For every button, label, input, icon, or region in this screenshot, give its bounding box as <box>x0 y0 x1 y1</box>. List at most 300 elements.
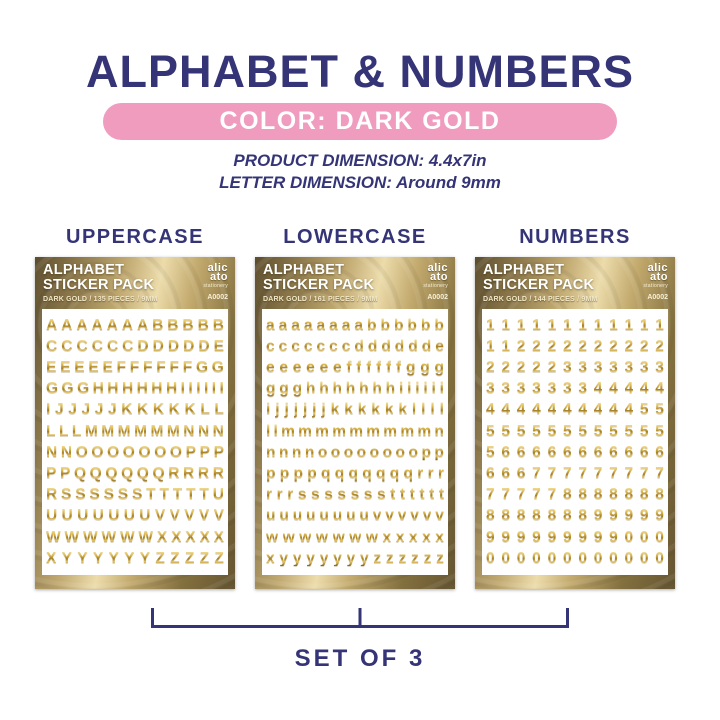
sticker-glyph: P <box>199 443 210 461</box>
sticker-glyph: m <box>298 422 312 440</box>
sticker-glyph: 3 <box>609 359 618 377</box>
sticker-glyph: G <box>46 380 59 398</box>
sticker-glyph: v <box>397 507 407 525</box>
sticker-row <box>486 508 664 524</box>
sticker-glyph: d <box>421 337 432 355</box>
sticker-glyph: B <box>152 316 164 334</box>
sticker-glyph: o <box>395 443 405 461</box>
pack-title-line1: ALPHABET <box>483 262 565 278</box>
sticker-glyph: e <box>306 359 315 377</box>
pack-spec-line: DARK GOLD / 144 PIECES / 9MM <box>483 296 598 303</box>
sticker-glyph: g <box>292 380 303 398</box>
sticker-glyph: 3 <box>593 359 603 377</box>
sticker-glyph: 9 <box>547 528 557 546</box>
sticker-row <box>486 424 664 440</box>
sticker-glyph: m <box>400 422 415 440</box>
sticker-row <box>486 466 664 482</box>
sticker-glyph: v <box>435 507 444 525</box>
sticker-glyph: 7 <box>655 465 664 482</box>
sticker-glyph: 6 <box>578 443 587 461</box>
sticker-glyph: e <box>292 359 302 377</box>
product-dimension-text: PRODUCT DIMENSION: 4.4x7in <box>233 151 487 170</box>
sticker-glyph: s <box>350 486 360 504</box>
sticker-glyph: E <box>60 359 71 377</box>
sticker-glyph: p <box>293 465 303 482</box>
sticker-row <box>486 402 664 418</box>
sticker-glyph: p <box>266 465 276 482</box>
sticker-glyph: j <box>284 401 289 419</box>
sticker-glyph: 8 <box>624 486 634 504</box>
sticker-glyph: a <box>316 316 326 334</box>
brand-logo-line1: alic <box>427 262 448 274</box>
sticker-glyph: H <box>136 380 148 398</box>
sticker-row <box>46 402 224 418</box>
sticker-glyph: 4 <box>609 380 618 398</box>
pack-header <box>475 257 675 309</box>
sticker-glyph: 9 <box>593 528 603 546</box>
sticker-glyph: O <box>122 443 135 461</box>
sticker-glyph: 9 <box>562 528 572 546</box>
sticker-glyph: 5 <box>562 422 572 440</box>
sticker-glyph: 2 <box>639 337 649 355</box>
sticker-glyph: 6 <box>562 443 572 461</box>
sticker-glyph: x <box>395 528 405 546</box>
sticker-glyph: o <box>382 443 393 461</box>
sticker-glyph: g <box>420 359 430 377</box>
sticker-glyph: l <box>421 401 426 419</box>
sticker-glyph: 0 <box>639 549 649 567</box>
sticker-glyph: E <box>46 359 57 377</box>
sticker-glyph: G <box>211 359 224 377</box>
sticker-glyph: 5 <box>593 422 603 440</box>
sticker-glyph: X <box>171 528 182 546</box>
sticker-glyph: 7 <box>593 465 603 482</box>
sticker-glyph: 0 <box>624 528 634 546</box>
sticker-glyph: u <box>266 507 276 525</box>
pack-header <box>255 257 455 309</box>
sticker-glyph: 4 <box>609 401 618 419</box>
sticker-glyph: 6 <box>516 443 526 461</box>
sticker-glyph: 2 <box>593 337 603 355</box>
sticker-glyph: J <box>81 401 91 419</box>
sticker-glyph: a <box>266 316 275 334</box>
product-code: A0002 <box>647 294 668 301</box>
sticker-glyph: r <box>276 486 283 504</box>
sticker-glyph: J <box>68 401 77 419</box>
sticker-glyph: b <box>393 316 404 334</box>
sticker-glyph: 3 <box>639 359 649 377</box>
sticker-glyph: C <box>106 337 119 355</box>
sticker-glyph: u <box>332 507 343 525</box>
sticker-glyph: 1 <box>639 316 649 334</box>
sticker-glyph: j <box>293 401 299 419</box>
sticker-glyph: 2 <box>516 359 526 377</box>
sticker-glyph: 1 <box>562 316 572 334</box>
sticker-glyph: s <box>363 486 373 504</box>
sticker-glyph: I <box>211 380 217 398</box>
sticker-glyph: V <box>198 507 210 525</box>
sticker-glyph: y <box>359 549 369 567</box>
sticker-glyph: u <box>346 507 356 525</box>
sticker-glyph: 3 <box>516 380 526 398</box>
sticker-glyph: P <box>213 443 224 461</box>
sticker-glyph: F <box>182 359 193 377</box>
sticker-glyph: 1 <box>655 316 664 334</box>
sticker-glyph: 6 <box>486 465 495 482</box>
sticker-glyph: R <box>46 486 58 504</box>
pack-columns <box>35 226 685 589</box>
sticker-glyph: z <box>373 549 382 567</box>
sticker-glyph: h <box>332 380 342 398</box>
page-title: ALPHABET & NUMBERS <box>85 46 634 97</box>
sticker-glyph: b <box>380 316 390 334</box>
sticker-glyph: y <box>319 549 329 567</box>
sticker-glyph: M <box>134 422 147 440</box>
sticker-row <box>486 339 664 355</box>
sticker-glyph: Y <box>77 549 88 567</box>
sticker-glyph: i <box>407 380 412 398</box>
sticker-glyph: r <box>417 465 424 482</box>
sticker-glyph: U <box>139 507 151 525</box>
sticker-glyph: p <box>279 465 290 482</box>
sticker-glyph: A <box>76 316 88 334</box>
sticker-glyph: 9 <box>486 528 495 546</box>
sticker-glyph: 3 <box>532 380 541 398</box>
sticker-glyph: P <box>185 443 196 461</box>
sticker-glyph: T <box>146 486 156 504</box>
sticker-glyph: A <box>136 316 149 334</box>
sticker-glyph: H <box>151 380 163 398</box>
sticker-glyph: V <box>213 507 224 525</box>
sticker-glyph: b <box>407 316 417 334</box>
sticker-glyph: H <box>121 380 134 398</box>
sticker-glyph: R <box>168 465 180 482</box>
sticker-glyph: s <box>324 486 333 504</box>
sticker-glyph: 4 <box>562 401 572 419</box>
sticker-glyph: f <box>356 359 362 377</box>
sticker-glyph: 8 <box>562 486 572 504</box>
sticker-glyph: q <box>376 465 386 482</box>
set-of-label: SET OF 3 <box>294 645 426 672</box>
sticker-grid-numbers <box>482 309 668 575</box>
sticker-glyph: 8 <box>486 507 495 525</box>
sticker-glyph: 8 <box>578 486 587 504</box>
sticker-glyph: z <box>423 549 432 567</box>
sticker-glyph: z <box>398 549 407 567</box>
sticker-glyph: 1 <box>578 316 587 334</box>
sticker-glyph: 4 <box>501 401 511 419</box>
sticker-glyph: K <box>168 401 180 419</box>
sticker-glyph: z <box>411 549 419 567</box>
sticker-glyph: 6 <box>516 465 526 482</box>
sticker-glyph: 9 <box>593 507 603 525</box>
sticker-glyph: Q <box>105 465 118 482</box>
sticker-glyph: Y <box>124 549 135 567</box>
sticker-glyph: O <box>154 443 167 461</box>
sticker-glyph: b <box>367 316 377 334</box>
sticker-grid-uppercase <box>42 309 228 575</box>
sticker-glyph: u <box>319 507 329 525</box>
sticker-glyph: 1 <box>516 316 526 334</box>
sticker-glyph: M <box>101 422 115 440</box>
sticker-glyph: 6 <box>501 465 511 482</box>
sticker-glyph: f <box>366 359 372 377</box>
sticker-glyph: Y <box>139 549 151 567</box>
sticker-glyph: r <box>266 486 273 504</box>
sticker-glyph: 1 <box>501 337 511 355</box>
sticker-glyph: 9 <box>624 507 634 525</box>
sticker-glyph: 9 <box>609 507 618 525</box>
sticker-glyph: 5 <box>655 401 664 419</box>
pack-header-left <box>483 263 598 303</box>
sticker-glyph: J <box>54 401 64 419</box>
sticker-glyph: K <box>184 401 196 419</box>
sticker-glyph: s <box>311 486 320 504</box>
sticker-glyph: 1 <box>624 316 634 334</box>
sticker-glyph: 8 <box>578 507 587 525</box>
sticker-glyph: W <box>138 528 154 546</box>
sticker-glyph: q <box>389 465 400 482</box>
sticker-row <box>266 360 444 376</box>
sticker-row <box>486 551 664 567</box>
sticker-row <box>266 402 444 418</box>
sticker-row <box>46 487 224 503</box>
sticker-glyph: N <box>197 422 210 440</box>
sticker-glyph: W <box>64 528 80 546</box>
sticker-glyph: A <box>46 316 58 334</box>
sticker-glyph: 8 <box>593 486 603 504</box>
sticker-glyph: O <box>91 443 104 461</box>
sticker-glyph: e <box>435 337 444 355</box>
sticker-glyph: 4 <box>593 401 603 419</box>
sticker-glyph: d <box>408 337 418 355</box>
sticker-glyph: d <box>354 337 364 355</box>
sticker-glyph: U <box>108 507 120 525</box>
sticker-glyph: e <box>266 359 275 377</box>
sticker-glyph: 7 <box>562 465 572 482</box>
sticker-row <box>46 360 224 376</box>
sticker-glyph: R <box>212 465 224 482</box>
sticker-glyph: s <box>337 486 347 504</box>
sticker-row <box>46 318 224 334</box>
sticker-glyph: T <box>186 486 196 504</box>
sticker-glyph: n <box>278 443 289 461</box>
sticker-glyph: v <box>385 507 394 525</box>
sticker-glyph: v <box>410 507 419 525</box>
sticker-glyph: 0 <box>562 549 572 567</box>
sticker-glyph: a <box>303 316 313 334</box>
sticker-glyph: h <box>305 380 316 398</box>
set-bracket <box>151 608 569 628</box>
sticker-glyph: n <box>266 443 276 461</box>
sticker-glyph: v <box>422 507 432 525</box>
sticker-glyph: 0 <box>639 528 649 546</box>
sticker-glyph: 5 <box>624 422 634 440</box>
sticker-glyph: A <box>121 316 133 334</box>
sticker-glyph: 6 <box>547 443 557 461</box>
sticker-glyph: q <box>334 465 345 482</box>
sticker-glyph: 4 <box>547 401 557 419</box>
sticker-row <box>266 466 444 482</box>
sticker-glyph: 6 <box>609 443 618 461</box>
sticker-glyph: I <box>219 380 224 398</box>
sticker-glyph: C <box>122 337 134 355</box>
sticker-glyph: 1 <box>547 316 557 334</box>
sticker-glyph: m <box>281 422 295 440</box>
sticker-glyph: c <box>278 337 288 355</box>
sticker-glyph: w <box>332 528 345 546</box>
sticker-glyph: q <box>348 465 358 482</box>
sticker-glyph: 2 <box>655 337 664 355</box>
sticker-grid-lowercase <box>262 309 448 575</box>
sticker-glyph: 2 <box>532 359 541 377</box>
sticker-glyph: G <box>195 359 209 377</box>
sticker-glyph: F <box>143 359 153 377</box>
sticker-glyph: 2 <box>547 359 557 377</box>
sticker-glyph: c <box>303 337 313 355</box>
sticker-glyph: p <box>434 443 444 461</box>
sticker-glyph: 3 <box>486 380 495 398</box>
sticker-glyph: 8 <box>655 486 664 504</box>
sticker-glyph: x <box>435 528 444 546</box>
sticker-glyph: t <box>399 486 406 504</box>
sticker-glyph: A <box>106 316 118 334</box>
sticker-glyph: p <box>421 443 431 461</box>
sticker-glyph: 2 <box>562 337 572 355</box>
sticker-glyph: V <box>154 507 166 525</box>
sticker-glyph: 3 <box>547 380 557 398</box>
sticker-glyph: U <box>77 507 89 525</box>
sticker-glyph: e <box>319 359 329 377</box>
sticker-glyph: r <box>287 486 294 504</box>
sticker-glyph: w <box>282 528 295 546</box>
sticker-row <box>46 508 224 524</box>
sticker-glyph: W <box>82 528 98 546</box>
column-label-lowercase: LOWERCASE <box>283 226 427 248</box>
sticker-glyph: 0 <box>624 549 634 567</box>
brand-logo-line1: alic <box>207 262 228 274</box>
sticker-glyph: f <box>346 359 352 377</box>
sticker-glyph: f <box>386 359 392 377</box>
sticker-glyph: 8 <box>609 486 618 504</box>
sticker-glyph: f <box>396 359 402 377</box>
sticker-glyph: o <box>330 443 341 461</box>
sticker-glyph: x <box>266 549 275 567</box>
sticker-glyph: L <box>71 422 82 440</box>
sticker-row <box>486 530 664 546</box>
sticker-glyph: 3 <box>578 359 587 377</box>
sticker-glyph: E <box>74 359 85 377</box>
sticker-glyph: i <box>431 380 436 398</box>
sticker-glyph: u <box>359 507 369 525</box>
sticker-glyph: m <box>349 422 364 440</box>
sticker-glyph: c <box>329 337 338 355</box>
sticker-glyph: 6 <box>501 443 511 461</box>
sticker-glyph: i <box>398 380 404 398</box>
sticker-glyph: U <box>92 507 104 525</box>
sticker-glyph: w <box>266 528 279 546</box>
sticker-glyph: 9 <box>532 528 541 546</box>
sticker-glyph: h <box>372 380 382 398</box>
sticker-glyph: J <box>94 401 104 419</box>
brand-logo-line2: ato <box>430 271 448 283</box>
sticker-glyph: 8 <box>547 507 557 525</box>
sticker-glyph: g <box>266 380 276 398</box>
brand-logo-line1: alic <box>647 262 668 274</box>
sticker-glyph: r <box>437 465 444 482</box>
sticker-glyph: Z <box>214 549 224 567</box>
sticker-glyph: k <box>330 401 340 419</box>
product-code: A0002 <box>427 294 448 301</box>
sticker-glyph: 4 <box>516 401 526 419</box>
sticker-glyph: 0 <box>547 549 557 567</box>
pack-header-left <box>43 263 158 303</box>
sticker-glyph: k <box>344 401 353 419</box>
sticker-glyph: L <box>214 401 224 419</box>
sticker-glyph: 5 <box>578 422 587 440</box>
sticker-glyph: R <box>197 465 210 482</box>
sticker-glyph: O <box>169 443 182 461</box>
sticker-glyph: T <box>172 486 183 504</box>
color-badge <box>103 103 617 140</box>
sticker-glyph: 6 <box>624 443 634 461</box>
sticker-glyph: 7 <box>486 486 495 504</box>
sticker-glyph: 7 <box>624 465 634 482</box>
sticker-glyph: C <box>61 337 73 355</box>
sticker-glyph: k <box>371 401 380 419</box>
sticker-glyph: k <box>357 401 367 419</box>
sticker-glyph: 7 <box>639 465 649 482</box>
sticker-glyph: a <box>341 316 351 334</box>
sticker-glyph: Z <box>170 549 180 567</box>
pack-title-line1: ALPHABET <box>263 262 345 278</box>
sticker-glyph: X <box>213 528 224 546</box>
sticker-glyph: h <box>319 380 329 398</box>
sticker-glyph: K <box>121 401 133 419</box>
sticker-glyph: j <box>302 401 308 419</box>
sticker-glyph: F <box>129 359 140 377</box>
sticker-glyph: o <box>369 443 380 461</box>
sticker-glyph: 3 <box>624 359 634 377</box>
sticker-glyph: D <box>167 337 180 355</box>
sticker-glyph: i <box>266 401 271 419</box>
sticker-glyph: 6 <box>532 443 541 461</box>
sticker-glyph: P <box>46 465 57 482</box>
sticker-glyph: M <box>84 422 98 440</box>
sticker-glyph: 7 <box>501 486 511 504</box>
sticker-glyph: 9 <box>655 507 664 525</box>
sticker-glyph: F <box>169 359 179 377</box>
sticker-glyph: s <box>376 486 386 504</box>
sticker-glyph: j <box>312 401 317 419</box>
sticker-row <box>486 318 664 334</box>
sticker-glyph: u <box>279 507 289 525</box>
sticker-glyph: B <box>212 316 224 334</box>
sticker-glyph: c <box>291 337 300 355</box>
sticker-glyph: l <box>430 401 435 419</box>
sticker-glyph: a <box>291 316 300 334</box>
pack-title-line2: STICKER PACK <box>483 277 595 293</box>
sticker-row <box>46 530 224 546</box>
sticker-glyph: t <box>429 486 435 504</box>
sticker-glyph: f <box>376 359 382 377</box>
sticker-glyph: 2 <box>547 337 557 355</box>
sticker-glyph: L <box>58 422 69 440</box>
sticker-glyph: Y <box>108 549 119 567</box>
sticker-row <box>266 381 444 397</box>
pack-spec-line: DARK GOLD / 135 PIECES / 9MM <box>43 296 158 303</box>
sticker-row <box>266 318 444 334</box>
